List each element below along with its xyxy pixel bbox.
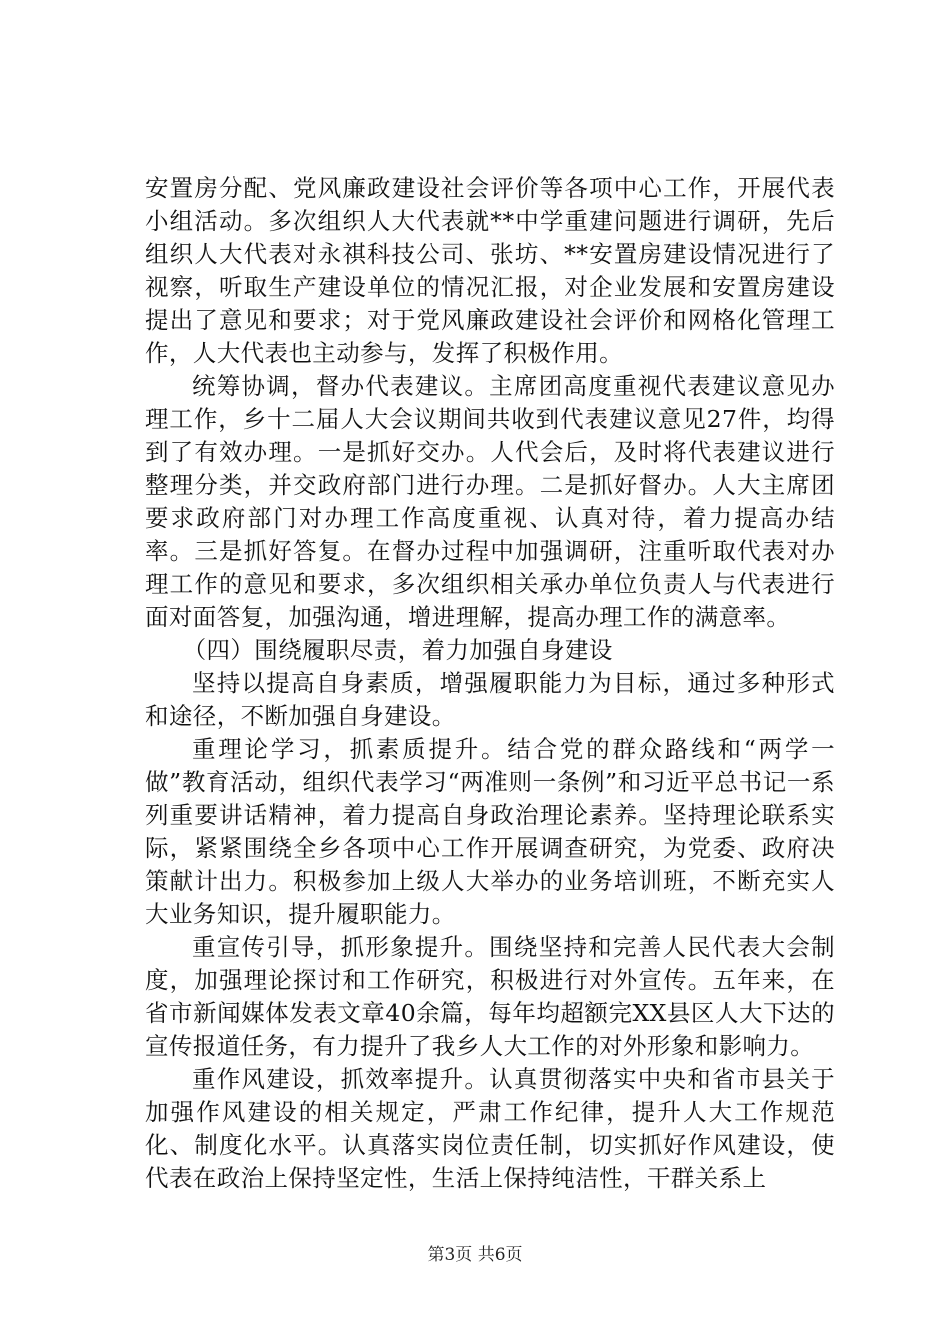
paragraph-continuation: 安置房分配、党风廉政建设社会评价等各项中心工作，开展代表小组活动。多次组织人大代表就**中学重建问题进行调研，先后组织人大代表对永祺科技公司、张坊、**安置房建设情况进行了视察，听取生产建设单位的情况汇报，对企业发展和安置房建设提出了意见和要求；对于党风廉政建设社会评价和网格化管理工作，人大代表也主动参与，发挥了积极作用。: [145, 174, 835, 367]
paragraph-work-style: 重作风建设，抓效率提升。认真贯彻落实中央和省市县关于加强作风建设的相关规定，严肃工作纪律，提升人大工作规范化、制度化水平。认真落实岗位责任制，切实抓好作风建设，使代表在政治上保持坚定性，生活上保持纯洁性，干群关系上: [145, 1065, 835, 1192]
paragraph-representative-suggestions: 统筹协调，督办代表建议。主席团高度重视代表建议意见办理工作，乡十二届人大会议期间共收到代表建议意见27件，均得到了有效办理。一是抓好交办。人代会后，及时将代表建议进行整理分类，并交政府部门进行办理。二是抓好督办。人大主席团要求政府部门对办理工作高度重视、认真对待，着力提高办结率。三是抓好答复。在督办过程中加强调研，注重听取代表对办理工作的意见和要求，多次组织相关承办单位负责人与代表进行面对面答复，加强沟通，增进理解，提高办理工作的满意率。: [145, 372, 835, 631]
paragraph-theory-study: 重理论学习，抓素质提升。结合党的群众路线和“两学一做”教育活动，组织代表学习“两准则一条例”和习近平总书记一系列重要讲话精神，着力提高自身政治理论素养。坚持理论联系实际，紧紧围绕全乡各项中心工作开展调查研究，为党委、政府决策献计出力。积极参加上级人大举办的业务培训班，不断充实人大业务知识，提升履职能力。: [145, 735, 835, 928]
page-number-footer: 第3页 共6页: [427, 1245, 523, 1265]
paragraph-publicity: 重宣传引导，抓形象提升。围绕坚持和完善人民代表大会制度，加强理论探讨和工作研究，积极进行对外宣传。五年来，在省市新闻媒体发表文章40余篇，每年均超额完XX县区人大下达的宣传报道任务，有力提升了我乡人大工作的对外形象和影响力。: [145, 933, 835, 1060]
section-heading-four: （四）围绕履职尽责，着力加强自身建设: [182, 636, 613, 664]
document-body: [145, 172, 835, 1195]
paragraph-self-building-intro: 坚持以提高自身素质，增强履职能力为目标，通过多种形式和途径，不断加强自身建设。: [145, 669, 835, 730]
